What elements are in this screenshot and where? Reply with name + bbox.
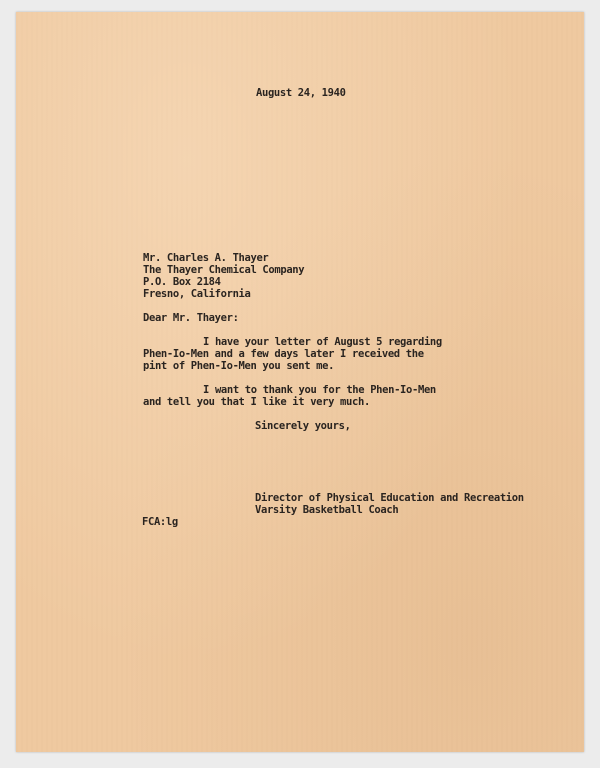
recipient-po-box: P.O. Box 2184: [143, 276, 221, 288]
closing: Sincerely yours,: [255, 420, 351, 432]
recipient-city: Fresno, California: [143, 288, 251, 300]
paragraph1-line3: pint of Phen-Io-Men you sent me.: [143, 360, 335, 372]
signature-title-2: Varsity Basketball Coach: [255, 504, 399, 516]
letter-date: August 24, 1940: [256, 87, 346, 99]
letter-page: [16, 12, 584, 752]
paragraph2-line2: and tell you that I like it very much.: [143, 396, 370, 408]
paragraph1-line2: Phen-Io-Men and a few days later I received the: [143, 348, 424, 360]
recipient-name: Mr. Charles A. Thayer: [143, 252, 269, 264]
reference-initials: FCA:lg: [142, 516, 178, 528]
paragraph2-line1: I want to thank you for the Phen-Io-Men: [203, 384, 436, 396]
recipient-company: The Thayer Chemical Company: [143, 264, 305, 276]
salutation: Dear Mr. Thayer:: [143, 312, 239, 324]
signature-title-1: Director of Physical Education and Recreation: [255, 492, 524, 504]
paragraph1-line1: I have your letter of August 5 regarding: [203, 336, 442, 348]
